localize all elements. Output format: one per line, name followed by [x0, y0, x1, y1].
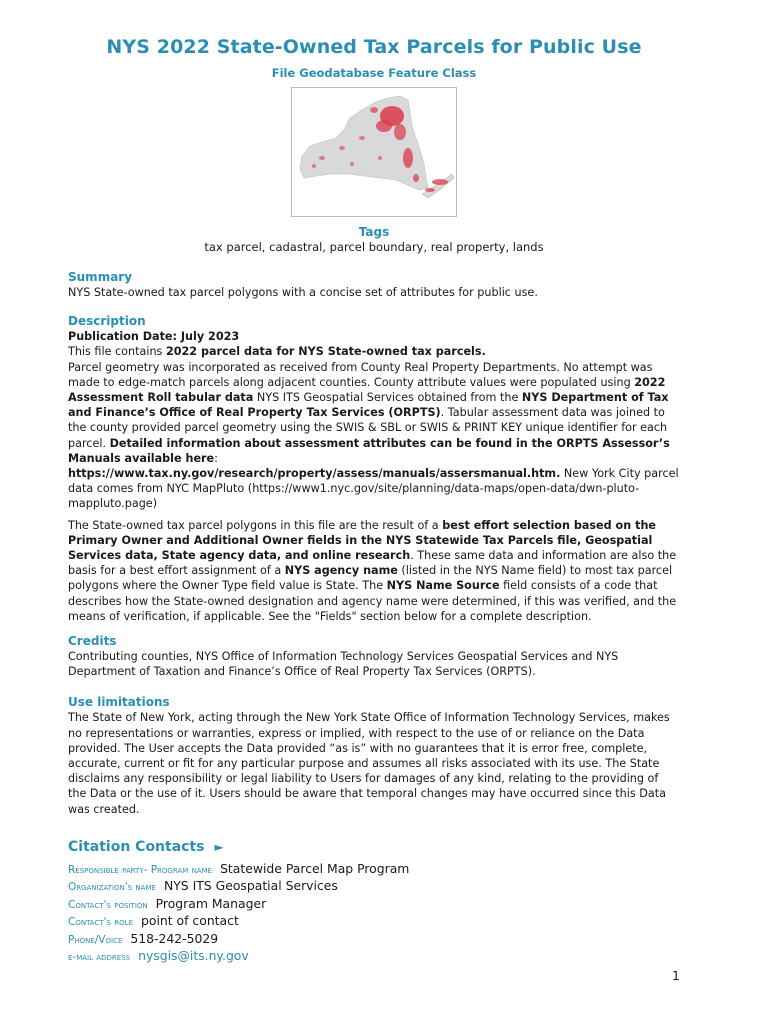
- contact-row: [68, 878, 680, 896]
- contact-label: Responsible party- Program name: [68, 863, 213, 876]
- desc-text: :: [214, 451, 218, 465]
- credits-text: Contributing counties, NYS Office of Information Technology Services Geospatial Services and NYS Department of Taxation and Finance’s Office of Real Property Tax Services (ORPTS).: [68, 650, 619, 679]
- ny-state-map: [292, 88, 456, 216]
- tags-text: tax parcel, cadastral, parcel boundary, real property, lands: [204, 240, 544, 254]
- contact-value: Statewide Parcel Map Program: [220, 860, 410, 876]
- citation-contacts-list: [68, 861, 680, 966]
- contact-label: Organization's name: [68, 881, 156, 894]
- desc-text: . These same data and information are also the basis for a best effort assignment of a: [68, 549, 677, 578]
- contact-label: Phone/Voice: [68, 933, 123, 946]
- contact-row: [68, 948, 680, 966]
- contact-label: Contact's position: [68, 898, 148, 911]
- contact-row: [68, 931, 680, 949]
- summary-heading: Summary: [68, 270, 133, 284]
- document-subtitle: File Geodatabase Feature Class: [271, 66, 477, 80]
- contact-label: Contact's role: [68, 916, 134, 929]
- desc-text: The State-owned tax parcel polygons in this file are the result of a: [68, 518, 443, 532]
- citation-contacts-title: Citation Contacts: [68, 838, 205, 855]
- contact-value: Program Manager: [155, 895, 267, 911]
- contact-value: NYS ITS Geospatial Services: [163, 878, 338, 894]
- ny-state-shape: [300, 96, 428, 190]
- state-map-thumbnail: [291, 87, 457, 217]
- desc-bold: NYS agency name: [284, 564, 398, 578]
- contact-row: [68, 861, 680, 879]
- desc-text: (listed in the NYS Name field) to most tax parcel polygons where the Owner Type field value is State. The: [68, 564, 673, 593]
- desc-bold: Detailed information about assessment attributes can be found in the ORPTS Assessor’s Manuals available here: [68, 436, 670, 465]
- desc-text: NYS ITS Geospatial Services obtained from the: [253, 391, 522, 405]
- orpts-manual-link[interactable]: https://www.tax.ny.gov/research/property/assess/manuals/assersmanual.htm.: [68, 467, 561, 481]
- description-body: [68, 329, 680, 511]
- desc-text: This file contains: [68, 345, 166, 359]
- desc-text: field consists of a code that describes how the State-owned designation and agency name were determined, if this was verified, and the means of verification, if applicable. See the "Fields" section below for a complete description.: [68, 579, 677, 623]
- use-limitations-text: The State of New York, acting through the New York State Office of Information Technology Services, makes no representations or warranties, express or implied, with respect to the use of or reliance on the Data provided. The User accepts the Data provided “as is” with no guarantees that it is error free, complete, accurate, current or fit for any particular purpose and assumes all risks associated with its use. The State disclaims any responsibility or legal liability to Users for damages of any kind, relating to the providing of the Data or the use of it. Users should be aware that temporal changes may have occurred since this Data was created.: [68, 711, 670, 816]
- contact-row: [68, 913, 680, 931]
- desc-text: New York City parcel data comes from NYC MapPluto (: [68, 467, 679, 496]
- credits-heading: Credits: [68, 634, 117, 649]
- contact-value: 518-242-5029: [130, 930, 219, 946]
- desc-bold: NYS Department of Tax and Finance’s Office of Real Property Tax Services (ORPTS): [68, 391, 669, 420]
- contact-label: e-mail address: [68, 951, 131, 964]
- contact-row: [68, 896, 680, 914]
- desc-text: . Tabular assessment data was joined to the county provided parcel geometry using the SWIS & SBL or SWIS & PRINT KEY unique identifier for each parcel.: [68, 406, 668, 450]
- desc-bold: best effort selection based on the Primary Owner and Additional Owner fields in the NYS Statewide Tax Parcels file, Geospatial Services data, State agency data, and online research: [68, 518, 656, 563]
- desc-bold: 2022 Assessment Roll tabular data: [68, 375, 666, 405]
- description-paragraph-2: [68, 518, 680, 624]
- email-link[interactable]: nysgis@its.ny.gov: [138, 948, 249, 964]
- description-heading: Description: [68, 314, 146, 329]
- contact-value: point of contact: [141, 913, 239, 929]
- document-title: NYS 2022 State-Owned Tax Parcels for Public Use: [106, 36, 642, 58]
- summary-text: NYS State-owned tax parcel polygons with a concise set of attributes for public use.: [68, 286, 538, 299]
- desc-bold: NYS Name Source: [386, 579, 500, 593]
- desc-text: ): [152, 497, 158, 511]
- page-number: 1: [672, 968, 680, 983]
- use-limitations-heading: Use limitations: [68, 695, 170, 710]
- document-page: [68, 36, 680, 966]
- citation-contacts-heading[interactable]: [68, 839, 680, 855]
- expand-arrow-icon[interactable]: ►: [214, 839, 224, 854]
- desc-bold: 2022 parcel data for NYS State-owned tax parcels.: [165, 345, 486, 359]
- nyc-mappluto-link[interactable]: https://www1.nyc.gov/site/planning/data-maps/open-data/dwn-pluto-mappluto.page: [68, 482, 640, 511]
- publication-date: Publication Date: July 2023: [68, 330, 240, 344]
- desc-text: Parcel geometry was incorporated as received from County Real Property Departments. No attempt was made to edge-match parcels along adjacent counties. County attribute values were populated using: [68, 360, 653, 389]
- tags-heading: Tags: [358, 225, 390, 239]
